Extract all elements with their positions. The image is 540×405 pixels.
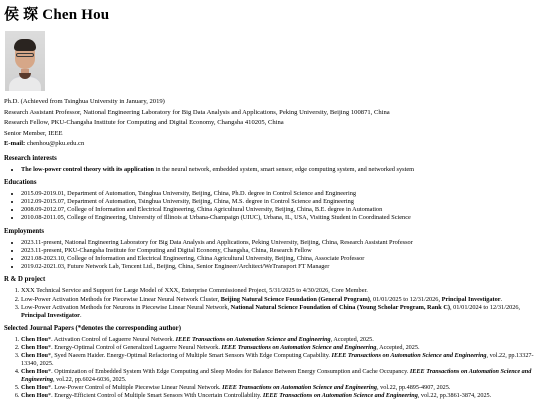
research-bold: The low-power control theory with its application	[21, 165, 155, 173]
paper-venue: IEEE Transactions on Automation Science and Engineering	[221, 344, 377, 352]
project-period: , 01/01/2025 to 12/31/2026,	[369, 295, 442, 303]
email-link[interactable]: chenhou@pku.edu.cn	[25, 140, 85, 147]
project-role: Principal Investigator	[441, 295, 501, 303]
project-period: , 01/01/2024 to 12/31/2026,	[449, 303, 521, 311]
paper-venue: IEEE Transactions on Automation Science and Engineering	[262, 392, 418, 400]
educations-heading: Educations	[4, 178, 37, 186]
paper-venue: IEEE Transactions on Automation Science and Engineering	[175, 336, 331, 344]
list-item: • 2015.09-2019.01, Department of Automation, Tsinghua University, Beijing, China, Ph.D. degree in Control Science and Engineering	[21, 190, 536, 198]
paper-details: , vol.22, pp.13327-13340, 2025.	[21, 352, 534, 368]
membership-line: Senior Member, IEEE	[4, 129, 63, 137]
list-item: • 2023.11-present, National Engineering Laboratory for Big Data Analysis and Applications, Peking University, Beijing, China, Research Assistant Professor	[21, 239, 536, 247]
paper-author: Chen Hou	[21, 336, 48, 344]
resume-page	[4, 0, 536, 400]
contact-info	[4, 97, 536, 150]
list-item	[21, 166, 536, 174]
list-item: • 2012.09-2015.07, Department of Automation, Tsinghua University, Beijing, China, M.S. degree in Control Science and Engineering	[21, 198, 536, 206]
paper-author: Chen Hou	[21, 392, 48, 400]
research-rest: in the neural network, embedded system, smart sensor, edge computing system, and networked system	[154, 165, 415, 173]
paper-details: , vol.22, pp.3861-3874, 2025.	[417, 392, 492, 400]
list-item: • 2010.08-2011.05, College of Engineering, University of Illinois at Urbana-Champaign (UIUC), Urbana, IL, USA, Visiting Student in Coordinated Science	[21, 214, 536, 222]
research-heading: Research interests	[4, 154, 57, 162]
paper-author: Chen Hou	[21, 384, 48, 392]
paper-title: *. Low-Power Control of Multiple Piecewise Linear Neural Network.	[48, 384, 223, 392]
list-item	[21, 392, 536, 400]
projects-list	[4, 287, 536, 320]
paper-details: , vol.22, pp.4895-4907, 2025.	[377, 384, 451, 392]
list-item	[21, 336, 536, 344]
paper-details: , vol.22, pp.6024-6036, 2025.	[52, 376, 127, 384]
journals-list	[4, 336, 536, 400]
email-line	[4, 139, 536, 150]
paper-title: *, Syed Naeem Haider. Energy-Optimal Refactoring of Multiple Smart Sensors With Edge Computing Capability.	[48, 352, 332, 360]
paper-title: *. Activation Control of Laguerre Neural Network.	[48, 336, 176, 344]
email-label: E-mail:	[4, 140, 26, 147]
paper-title: *. Optimization of Embedded System With Edge Computing and Sleep Modes for Balance Between Energy Consumption and Cache Occupancy.	[48, 368, 410, 376]
list-item: • 2019.02-2021.03, Future Network Lab, Tencent Ltd., Beijing, China, Senior Engineer/Architect/WeTransport FT Manager	[21, 263, 536, 271]
employments-heading: Employments	[4, 227, 45, 235]
list-item	[21, 368, 536, 384]
project-end: .	[500, 295, 503, 303]
page-title: 侯 琛 Chen Hou	[4, 7, 110, 23]
list-item	[21, 352, 536, 368]
list-item	[21, 296, 536, 304]
position-line-1: Research Assistant Professor, National Engineering Laboratory for Big Data Analysis and Applications, Peking University, Beijing 100871, China	[4, 108, 390, 116]
list-item: • 2023.11-present, PKU-Changsha Institute for Computing and Digital Economy, Changsha, China, Research Fellow	[21, 247, 536, 255]
paper-venue: IEEE Transactions on Automation Science and Engineering	[21, 368, 532, 384]
project-text: Low-Power Activation Methods for Neurons in Piecewise Linear Neural Network,	[21, 303, 231, 311]
paper-details: , Accepted, 2025.	[330, 336, 374, 344]
employments-list	[4, 239, 536, 272]
project-text: Low-Power Activation Methods for Piecewise Linear Neural Network Cluster,	[21, 295, 221, 303]
list-item	[21, 384, 536, 392]
list-item: • 2021.08-2023.10, College of Information and Electrical Engineering, China Agricultural University, Beijing, China, Associate Professor	[21, 255, 536, 263]
project-funder: National Natural Science Foundation of China (Young Scholar Program, Rank C)	[230, 303, 450, 311]
paper-venue: IEEE Transactions on Automation Science and Engineering	[331, 352, 487, 360]
paper-author: Chen Hou	[21, 368, 48, 376]
list-item: • 2008.09-2012.07, College of Information and Electrical Engineering, China Agricultural University, Beijing, China, B.E. degree in Automation	[21, 206, 536, 214]
research-list	[4, 166, 536, 174]
position-line-2: Research Fellow, PKU-Changsha Institute for Computing and Digital Economy, Changsha 410205, China	[4, 119, 284, 126]
paper-author: Chen Hou	[21, 344, 48, 352]
list-item	[21, 304, 536, 320]
project-text: XXX Technical Service and Support for Large Model of XXX, Enterprise Commissioned Project, 5/31/2025 to 4/30/2026, Core Member.	[21, 287, 368, 295]
project-funder: Beijing Natural Science Foundation (General Program)	[220, 295, 370, 303]
paper-title: *. Energy-Optimal Control of Generalized Laguerre Neural Network.	[48, 344, 222, 352]
project-end: .	[79, 311, 82, 319]
paper-title: *. Energy-Efficient Control of Multiple Smart Sensors With Uncertain Controllability.	[48, 392, 263, 400]
paper-venue: IEEE Transactions on Automation Science and Engineering	[222, 384, 378, 392]
paper-author: Chen Hou	[21, 352, 48, 360]
portrait-photo	[5, 31, 45, 91]
paper-details: , Accepted, 2025.	[376, 344, 420, 352]
project-role: Principal Investigator	[21, 311, 80, 319]
list-item	[21, 287, 536, 295]
list-item	[21, 344, 536, 352]
phd-line: Ph.D. (Achieved from Tsinghua University in January, 2019)	[4, 98, 165, 105]
journals-heading: Selected Journal Papers (*denotes the corresponding author)	[4, 325, 181, 333]
projects-heading: R & D project	[4, 276, 46, 284]
educations-list	[4, 190, 536, 223]
